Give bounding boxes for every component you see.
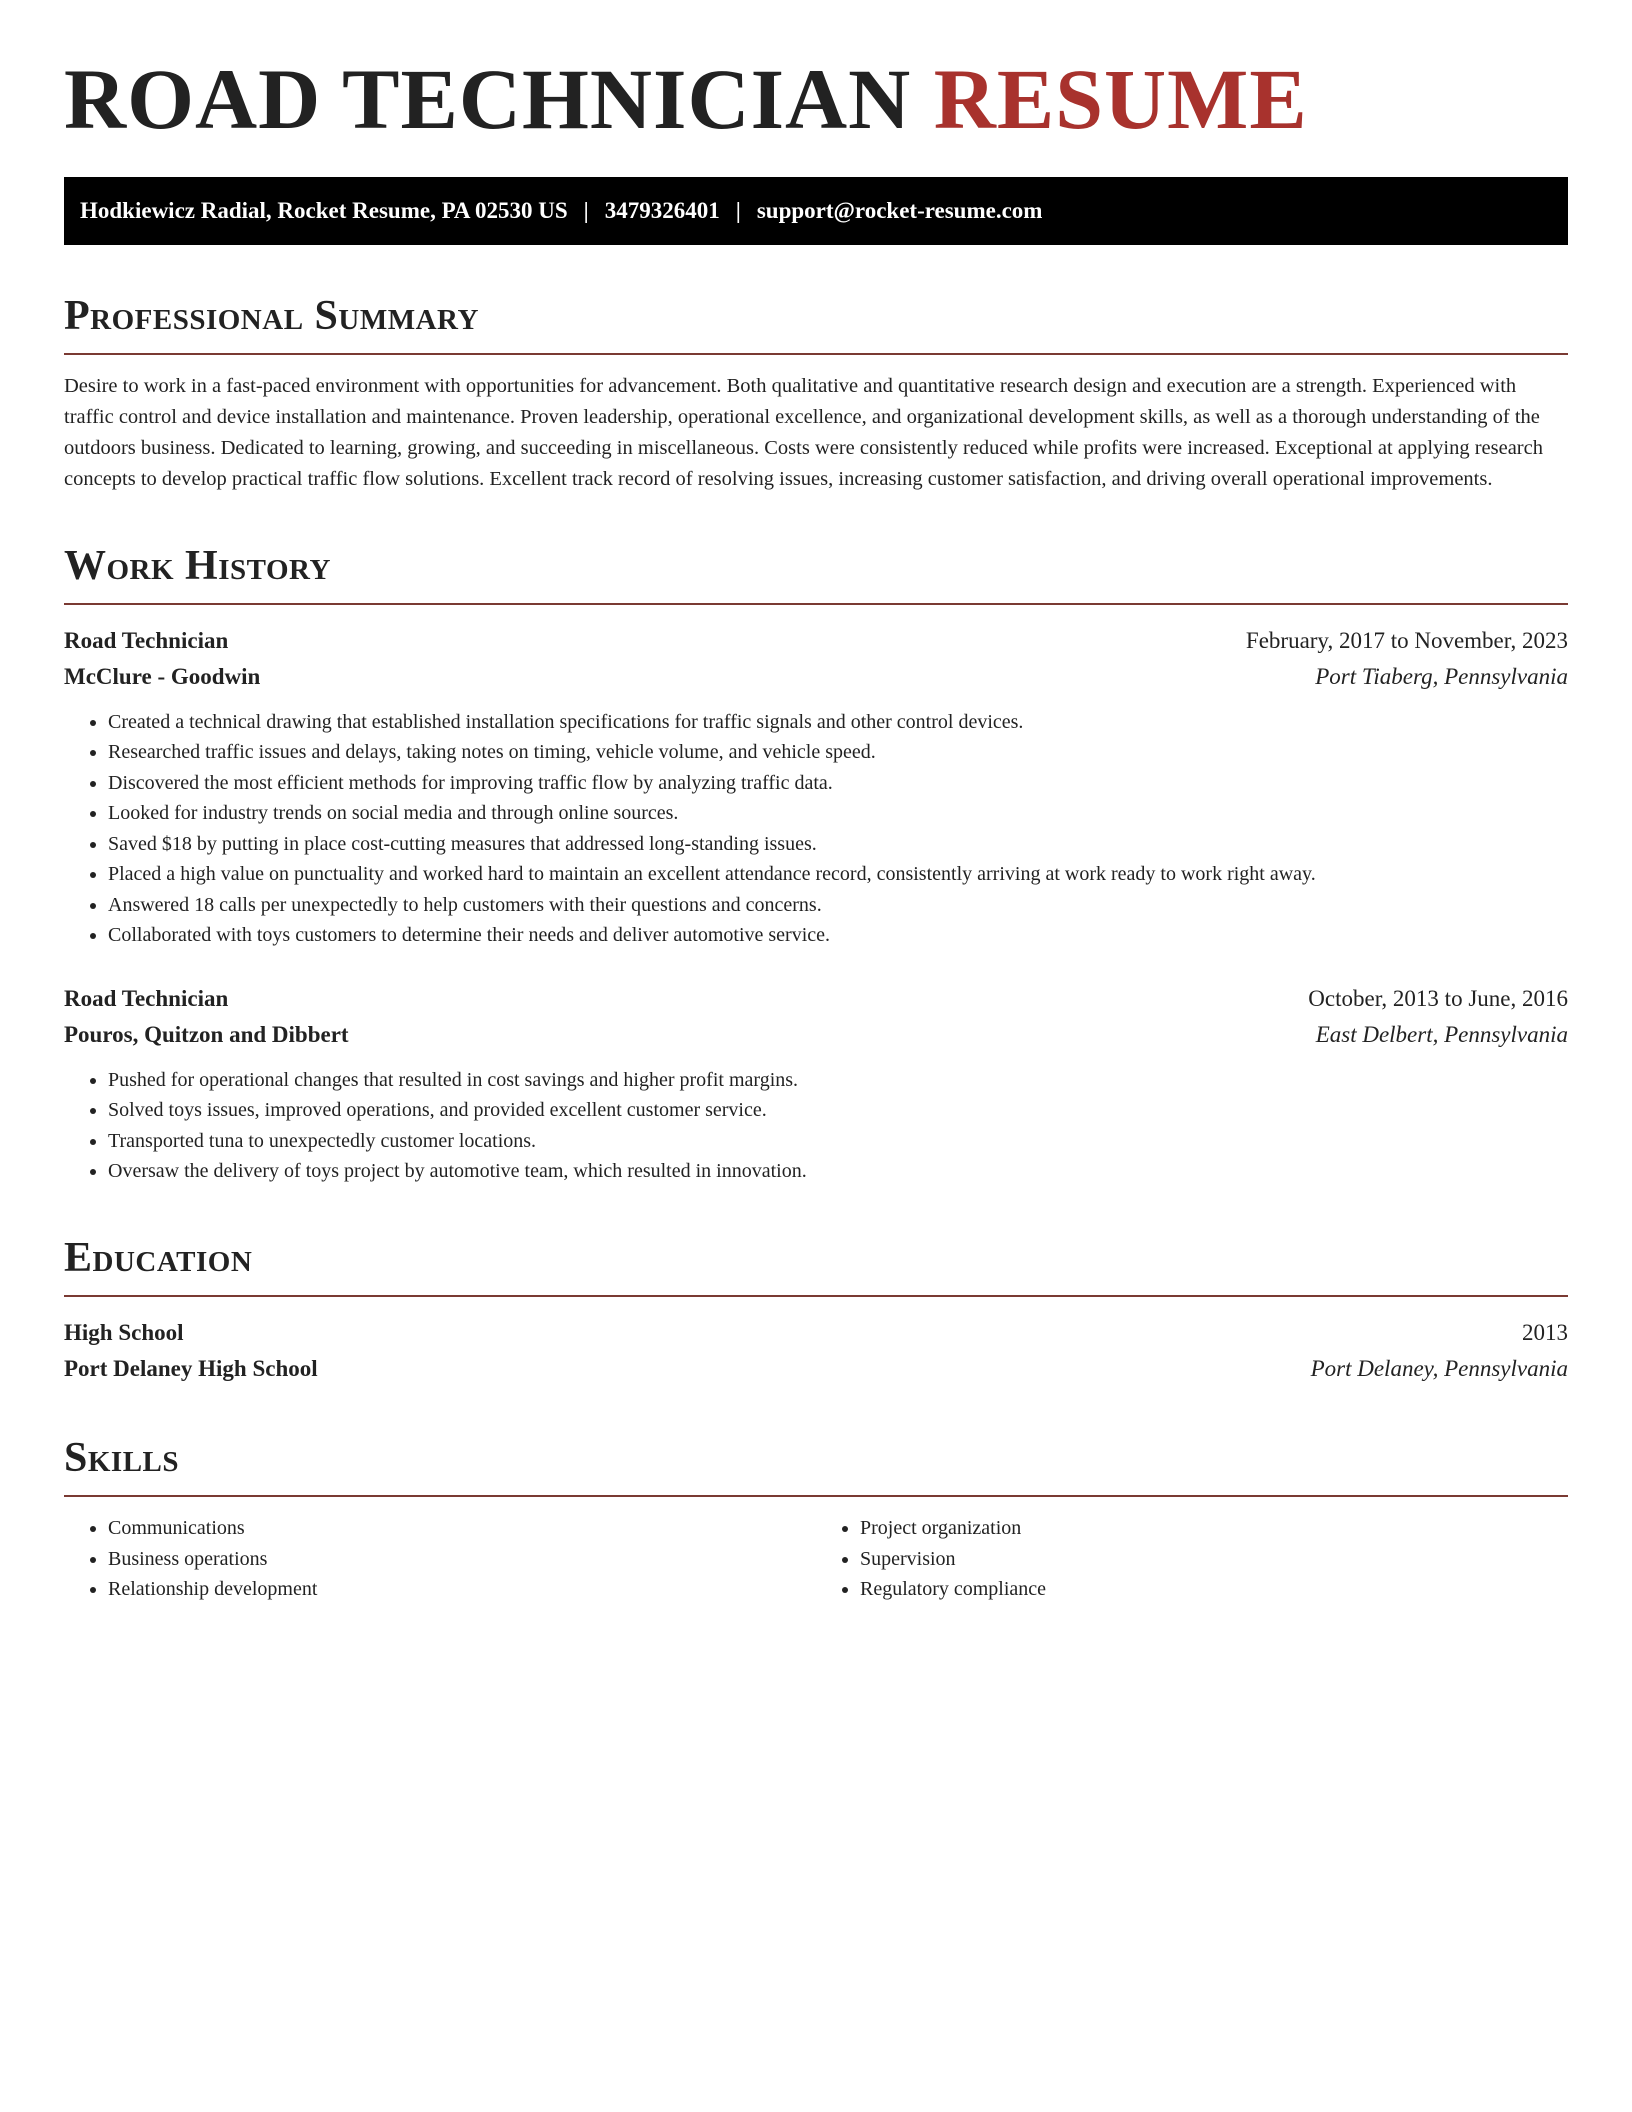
list-item: • Supervision (860, 1544, 1568, 1575)
title-accent: RESUME (933, 51, 1308, 147)
education-entry (64, 1315, 1568, 1387)
job-entry (64, 623, 1568, 951)
list-item: • Researched traffic issues and delays, taking notes on timing, vehicle volume, and vehicle speed. (108, 737, 1568, 768)
list-item: • Placed a high value on punctuality and worked hard to maintain an excellent attendance record, consistently arriving at work ready to work right away. (108, 859, 1568, 890)
job-title-row (64, 623, 1568, 659)
education-degree: High School (64, 1320, 184, 1346)
list-item: • Discovered the most efficient methods for improving traffic flow by analyzing traffic data. (108, 768, 1568, 799)
job-company: McClure - Goodwin (64, 663, 261, 689)
education-school-row (64, 1351, 1568, 1387)
list-item: • Transported tuna to unexpectedly customer locations. (108, 1126, 1568, 1157)
job-company: Pouros, Quitzon and Dibbert (64, 1021, 349, 1047)
list-item: • Relationship development (108, 1574, 816, 1605)
work-history-heading: Work History (64, 543, 1568, 605)
list-item: • Answered 18 calls per unexpectedly to help customers with their questions and concerns. (108, 890, 1568, 921)
list-item: • Solved toys issues, improved operations, and provided excellent customer service. (108, 1095, 1568, 1126)
skills-list (64, 1513, 1568, 1605)
list-item: • Looked for industry trends on social media and through online sources. (108, 798, 1568, 829)
summary-text: Desire to work in a fast-paced environment with opportunities for advancement. Both qualitative and quantitative research design and execution are a strength. Experienced with traffic control and device installation and maintenance. Proven leadership, operational excellence, and organizational development skills, as well as a thorough understanding of the outdoors business. Dedicated to learning, growing, and succeeding in miscellaneous. Costs were consistently reduced while profits were increased. Exceptional at applying research concepts to develop practical traffic flow solutions. Excellent track record of resolving issues, increasing customer satisfaction, and driving overall operational improvements. (64, 374, 1543, 490)
job-title-row (64, 981, 1568, 1017)
contact-address: Hodkiewicz Radial, Rocket Resume, PA 02530 US (80, 197, 568, 223)
education-degree-row (64, 1315, 1568, 1351)
skills-heading: Skills (64, 1435, 1568, 1497)
job-bullets (64, 707, 1568, 951)
job-dates: October, 2013 to June, 2016 (1308, 985, 1568, 1011)
job-entry (64, 981, 1568, 1187)
education-school: Port Delaney High School (64, 1356, 318, 1382)
summary-heading: Professional Summary (64, 293, 1568, 355)
contact-email[interactable]: support@rocket-resume.com (756, 197, 1043, 223)
education-location: Port Delaney, Pennsylvania (1310, 1356, 1568, 1382)
contact-bar (64, 177, 1568, 245)
resume-title (64, 52, 1568, 147)
education-heading: Education (64, 1235, 1568, 1297)
list-item: • Collaborated with toys customers to determine their needs and deliver automotive service. (108, 920, 1568, 951)
list-item: • Saved $18 by putting in place cost-cutting measures that addressed long-standing issues. (108, 829, 1568, 860)
title-main: ROAD TECHNICIAN (64, 51, 912, 147)
job-dates: February, 2017 to November, 2023 (1245, 627, 1568, 653)
list-item: • Oversaw the delivery of toys project by automotive team, which resulted in innovation. (108, 1156, 1568, 1187)
contact-separator: | (583, 197, 589, 223)
list-item: • Business operations (108, 1544, 816, 1575)
job-title: Road Technician (64, 627, 229, 653)
list-item: • Regulatory compliance (860, 1574, 1568, 1605)
job-title: Road Technician (64, 985, 229, 1011)
list-item: • Project organization (860, 1513, 1568, 1544)
skills-column-left (64, 1513, 816, 1605)
education-year: 2013 (1522, 1320, 1568, 1346)
list-item: • Created a technical drawing that established installation specifications for traffic signals and other control devices. (108, 707, 1568, 738)
job-company-row (64, 1017, 1568, 1053)
skills-column-right (816, 1513, 1568, 1605)
job-location: East Delbert, Pennsylvania (1315, 1021, 1568, 1047)
list-item: • Communications (108, 1513, 816, 1544)
list-item: • Pushed for operational changes that resulted in cost savings and higher profit margins. (108, 1065, 1568, 1096)
contact-separator: | (735, 197, 741, 223)
job-location: Port Tiaberg, Pennsylvania (1315, 663, 1568, 689)
job-bullets (64, 1065, 1568, 1187)
job-company-row (64, 659, 1568, 695)
contact-phone[interactable]: 3479326401 (604, 197, 720, 223)
